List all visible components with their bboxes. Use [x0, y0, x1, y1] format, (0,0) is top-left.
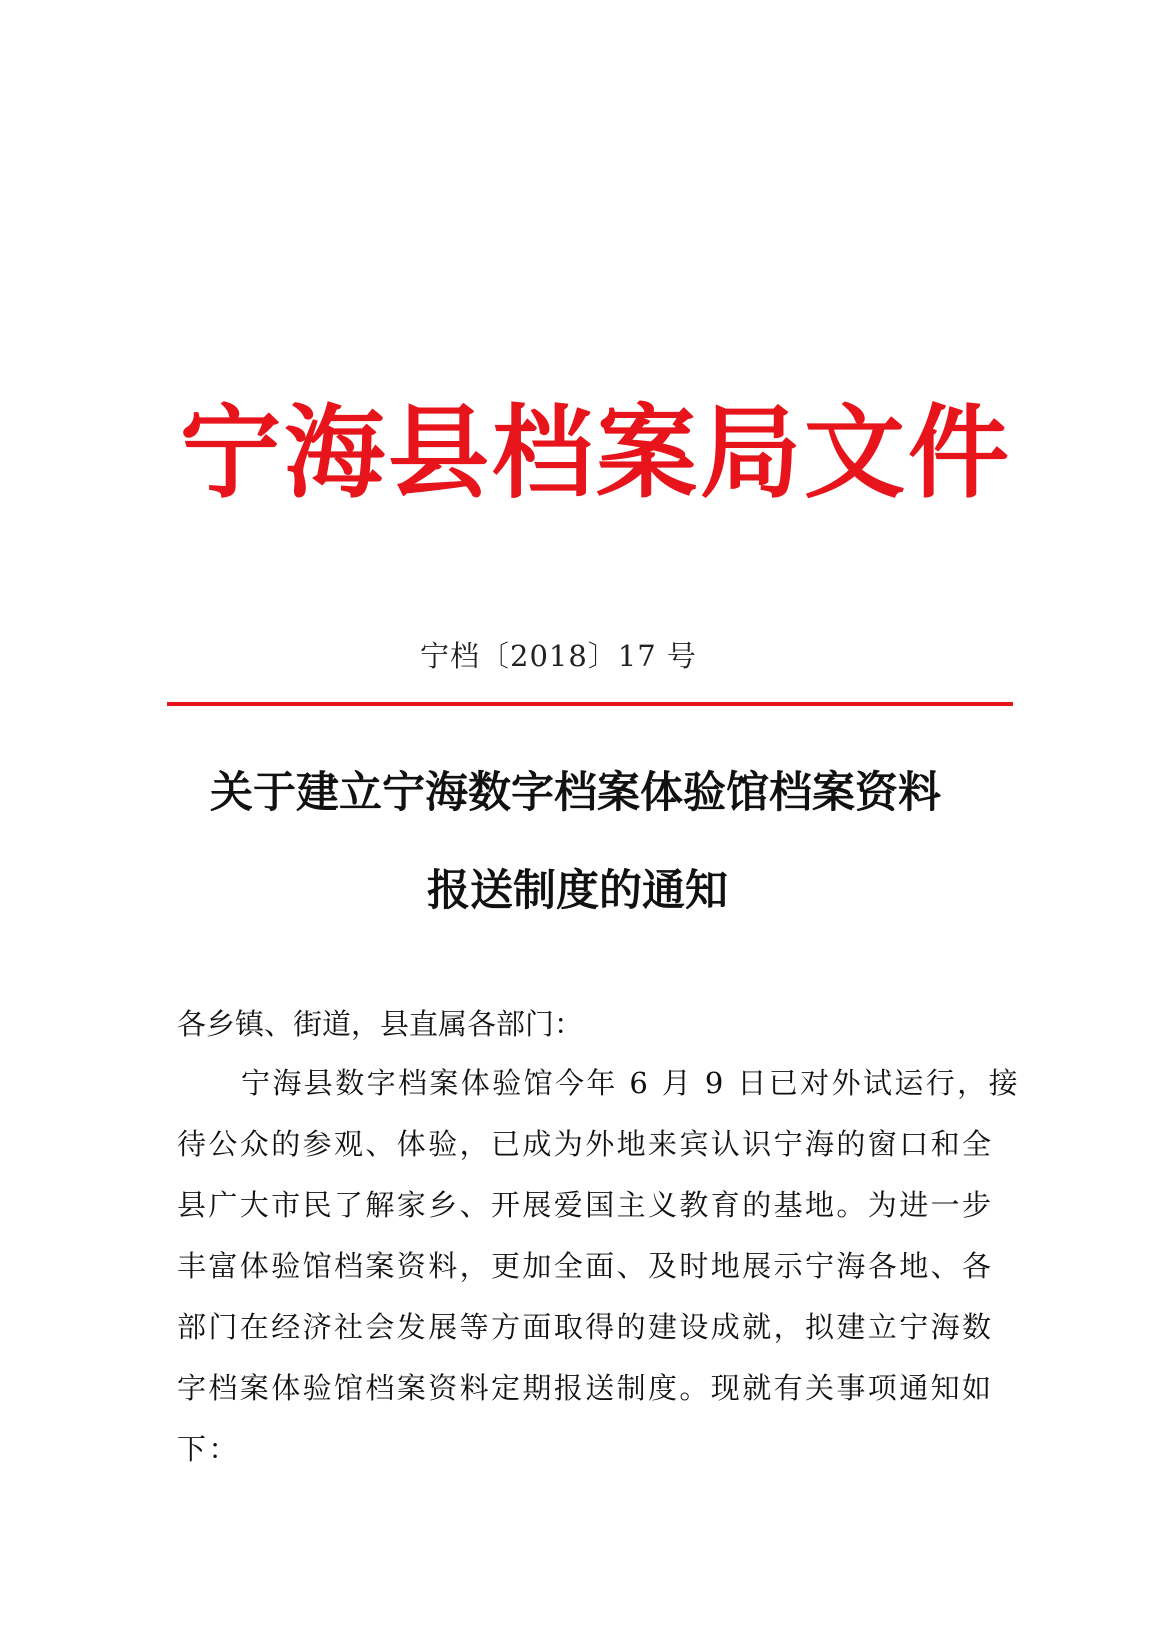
issuing-authority-header: 宁海县档案局文件 — [180, 394, 1013, 512]
body-line: 下： — [177, 1432, 240, 1466]
body-line: 字档案体验馆档案资料定期报送制度。现就有关事项通知如 — [177, 1371, 994, 1405]
body-line: 宁海县数字档案体验馆今年 6 月 9 日已对外试运行，接 — [241, 1066, 1020, 1100]
body-paragraph — [177, 1053, 1020, 1480]
body-line: 县广大市民了解家乡、开展爱国主义教育的基地。为进一步 — [177, 1188, 994, 1222]
notice-title-line-2: 报送制度的通知 — [427, 866, 728, 916]
red-divider-line — [167, 702, 1013, 706]
body-line: 待公众的参观、体验，已成为外地来宾认识宁海的窗口和全 — [177, 1127, 994, 1161]
body-line: 部门在经济社会发展等方面取得的建设成就，拟建立宁海数 — [177, 1310, 994, 1344]
salutation: 各乡镇、街道，县直属各部门： — [177, 1007, 584, 1041]
body-line: 丰富体验馆档案资料，更加全面、及时地展示宁海各地、各 — [177, 1249, 994, 1283]
notice-title-line-1: 关于建立宁海数字档案体验馆档案资料 — [210, 768, 941, 818]
document-number: 宁档〔2018〕17 号 — [420, 639, 697, 673]
